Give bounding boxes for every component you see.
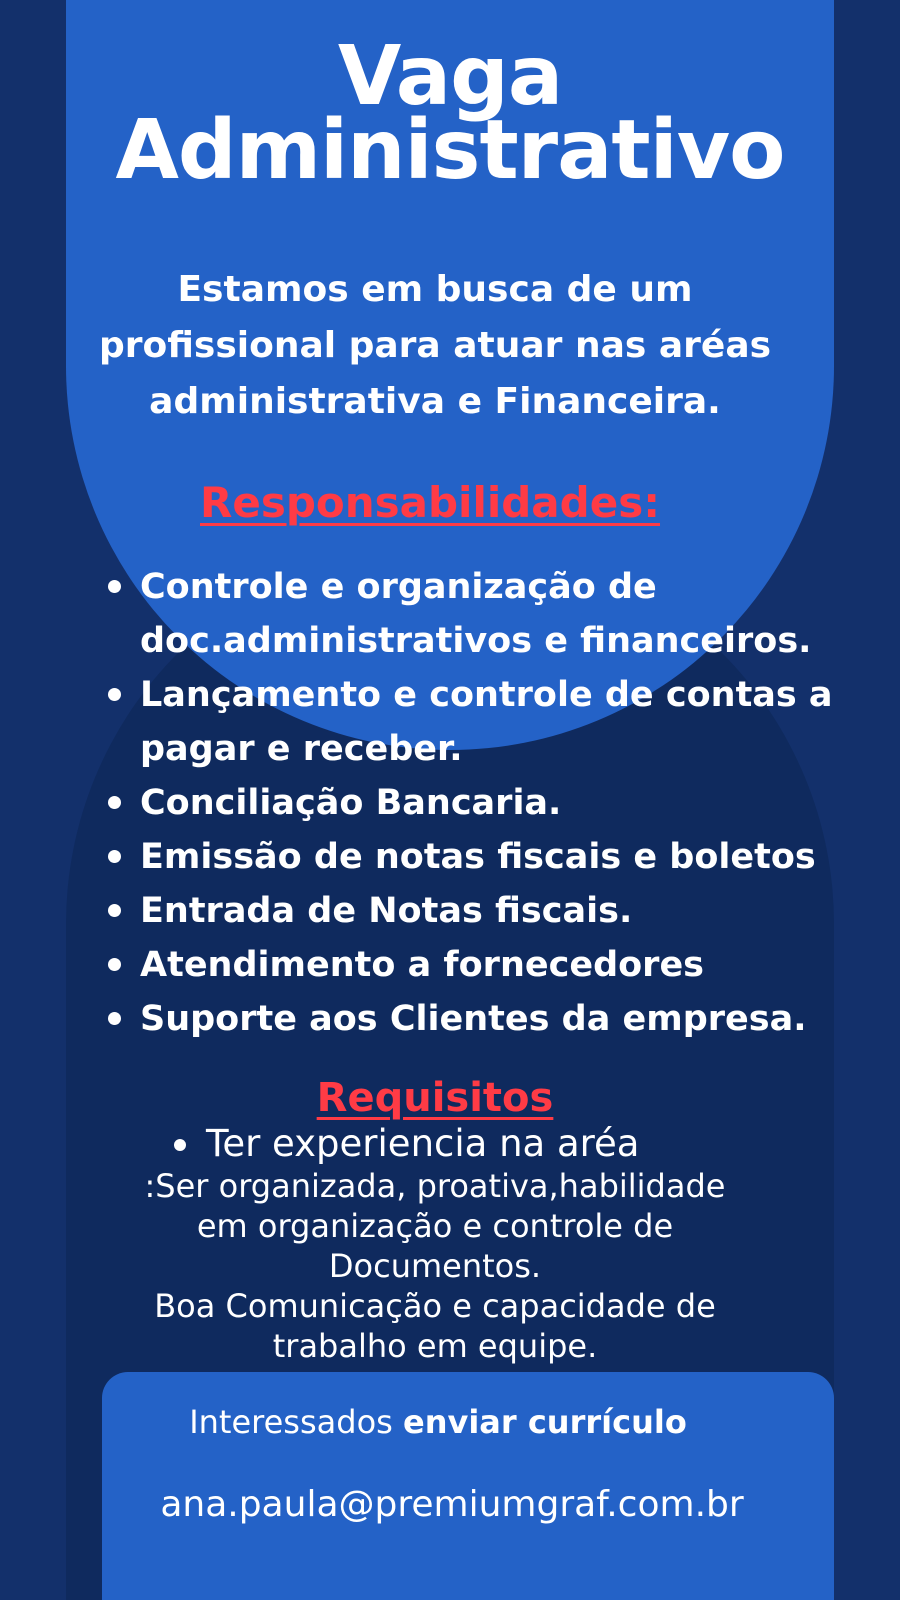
responsibility-item: Lançamento e controle de contas a pagar e receber. — [100, 668, 840, 776]
intro-line-3: administrativa e Financeira. — [149, 381, 721, 422]
requirement-line: :Ser organizada, proativa,habilidade — [144, 1167, 726, 1205]
requirements-text — [110, 1166, 760, 1366]
requirement-bullet-item: Ter experiencia na aréa — [170, 1122, 639, 1166]
page-title — [0, 29, 900, 198]
responsibility-item: Atendimento a fornecedores — [100, 938, 840, 992]
responsibility-item: Controle e organização de doc.administrativos e financeiros. — [100, 560, 840, 668]
contact-action: enviar currículo — [402, 1403, 687, 1441]
intro-line-2: profissional para atuar nas aréas — [98, 325, 772, 366]
requirement-line: Documentos. — [328, 1247, 542, 1285]
requirements-heading: Requisitos — [316, 1075, 554, 1121]
responsibility-item: Suporte aos Clientes da empresa. — [100, 992, 840, 1046]
responsibilities-list — [100, 560, 840, 1046]
intro-text — [90, 262, 780, 430]
requirement-line: Boa Comunicação e capacidade de — [154, 1287, 716, 1325]
contact-instruction — [102, 1400, 774, 1444]
contact-prefix: Interessados — [189, 1403, 403, 1441]
title-line-1: Vaga — [337, 29, 563, 124]
requirement-line: trabalho em equipe. — [272, 1327, 598, 1365]
responsibilities-heading: Responsabilidades: — [200, 478, 660, 527]
contact-email[interactable]: ana.paula@premiumgraf.com.br — [160, 1484, 744, 1525]
responsibility-item: Conciliação Bancaria. — [100, 776, 840, 830]
intro-line-1: Estamos em busca de um — [177, 269, 693, 310]
title-line-2: Administrativo — [115, 103, 785, 198]
responsibility-item: Emissão de notas fiscais e boletos — [100, 830, 840, 884]
responsibility-item: Entrada de Notas fiscais. — [100, 884, 840, 938]
requirement-line: em organização e controle de — [196, 1207, 674, 1245]
